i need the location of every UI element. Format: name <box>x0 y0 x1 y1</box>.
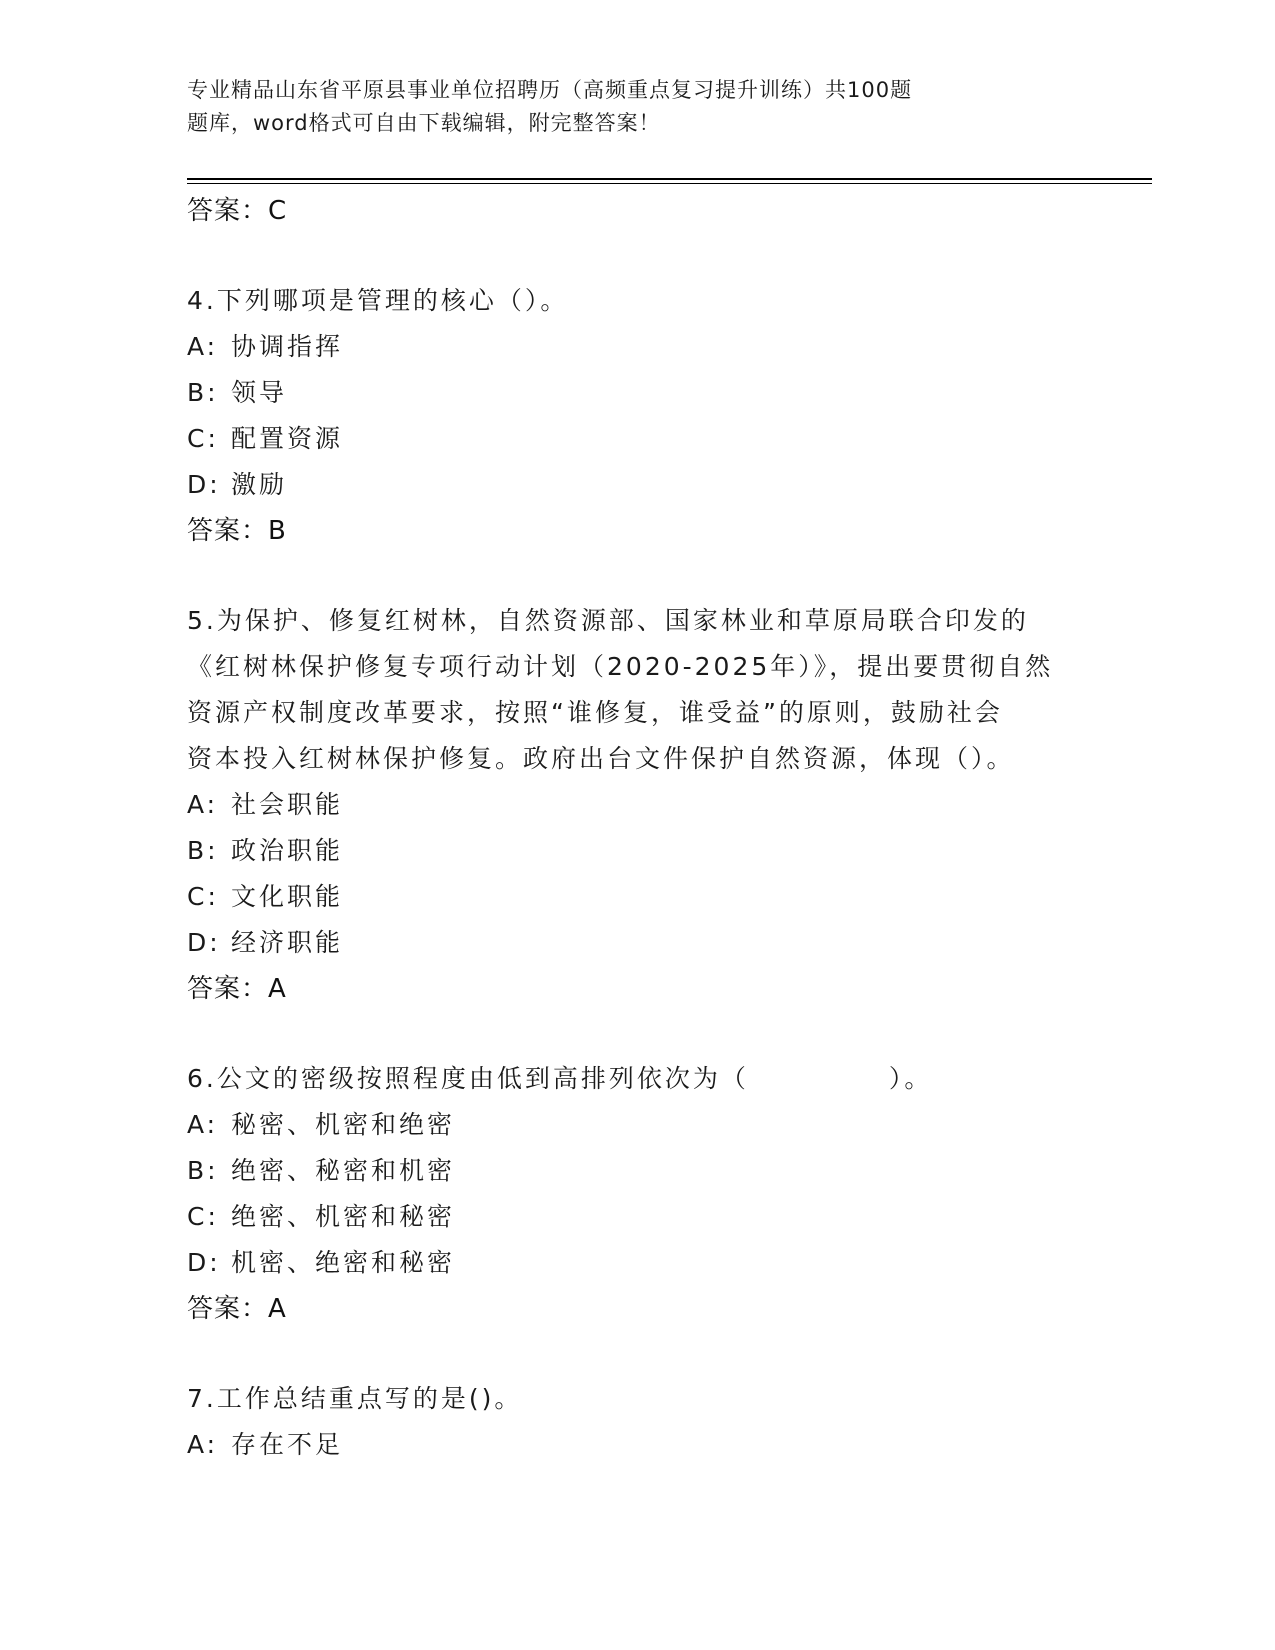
option-key: B: <box>187 1156 219 1185</box>
option-text: 文化职能 <box>231 882 344 911</box>
answer-line: 答案：A <box>187 974 287 1004</box>
answer-line: 答案：B <box>187 516 287 546</box>
option-key: D: <box>187 928 221 957</box>
question-gap <box>187 1332 1087 1376</box>
question-block <box>187 598 1087 1012</box>
answer-line: 答案：C <box>187 196 288 226</box>
question-gap <box>187 1012 1087 1056</box>
option-key: C: <box>187 1202 219 1231</box>
option-c <box>187 1194 1087 1240</box>
option-text: 政治职能 <box>231 836 344 865</box>
header-line-2: 题库，word格式可自由下载编辑，附完整答案！ <box>187 111 661 135</box>
option-d <box>187 920 1087 966</box>
option-key: C: <box>187 882 219 911</box>
question-stem-line-4: 资本投入红树林保护修复。政府出台文件保护自然资源，体现（）。 <box>187 744 1015 773</box>
option-c <box>187 416 1087 462</box>
option-key: A: <box>187 332 219 361</box>
option-c <box>187 874 1087 920</box>
question-stem-line-1: 5.为保护、修复红树林，自然资源部、国家林业和草原局联合印发的 <box>187 606 1029 635</box>
question-gap <box>187 234 1087 278</box>
option-d <box>187 1240 1087 1286</box>
header-divider-thick <box>187 178 1152 180</box>
header-divider-thin <box>187 183 1152 184</box>
option-text: 配置资源 <box>231 424 344 453</box>
option-b <box>187 828 1087 874</box>
option-d <box>187 462 1087 508</box>
option-a <box>187 1102 1087 1148</box>
document-header <box>187 74 1027 140</box>
option-key: B: <box>187 378 219 407</box>
option-a <box>187 782 1087 828</box>
option-key: C: <box>187 424 219 453</box>
header-line-1: 专业精品山东省平原县事业单位招聘历（高频重点复习提升训练）共100题 <box>187 78 913 102</box>
option-text: 秘密、机密和绝密 <box>231 1110 456 1139</box>
option-text: 领导 <box>231 378 288 407</box>
option-b <box>187 370 1087 416</box>
question-stem: 4.下列哪项是管理的核心（）。 <box>187 286 569 315</box>
option-a <box>187 1422 1087 1468</box>
option-key: A: <box>187 1430 219 1459</box>
question-gap <box>187 554 1087 598</box>
option-key: B: <box>187 836 219 865</box>
question-block <box>187 1376 1087 1468</box>
question-stem: 7.工作总结重点写的是()。 <box>187 1384 523 1413</box>
question-stem-line-2: 《红树林保护修复专项行动计划（2020-2025年）》，提出要贯彻自然 <box>187 652 1054 681</box>
option-text: 机密、绝密和秘密 <box>231 1248 456 1277</box>
question-block <box>187 278 1087 554</box>
option-text: 协调指挥 <box>231 332 344 361</box>
option-text: 社会职能 <box>231 790 344 819</box>
option-key: D: <box>187 1248 221 1277</box>
option-a <box>187 324 1087 370</box>
option-text: 激励 <box>231 470 288 499</box>
option-text: 绝密、机密和秘密 <box>231 1202 456 1231</box>
option-text: 存在不足 <box>231 1430 344 1459</box>
option-key: D: <box>187 470 221 499</box>
option-key: A: <box>187 790 219 819</box>
question-list <box>187 188 1087 1468</box>
question-stem-line-3: 资源产权制度改革要求，按照“谁修复，谁受益”的原则，鼓励社会 <box>187 698 1003 727</box>
question-stem: 6.公文的密级按照程度由低到高排列依次为（ ）。 <box>187 1064 933 1093</box>
option-b <box>187 1148 1087 1194</box>
option-key: A: <box>187 1110 219 1139</box>
answer-line: 答案：A <box>187 1294 287 1324</box>
option-text: 经济职能 <box>231 928 344 957</box>
option-text: 绝密、秘密和机密 <box>231 1156 456 1185</box>
question-block <box>187 1056 1087 1332</box>
